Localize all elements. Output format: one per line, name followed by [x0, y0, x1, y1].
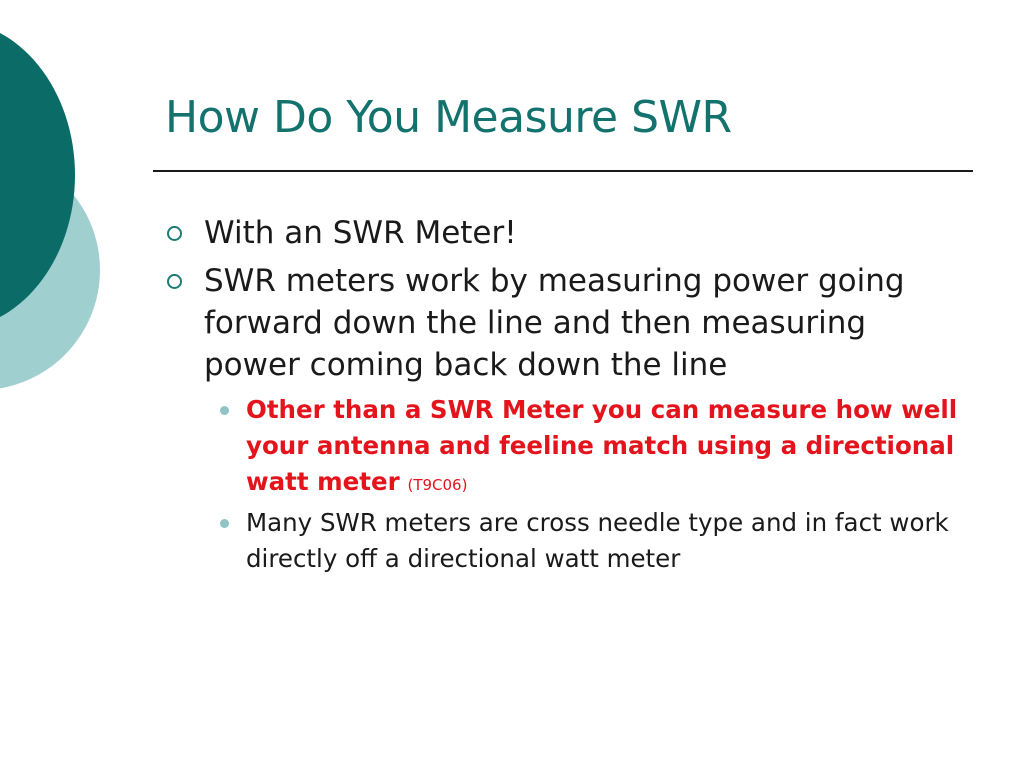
question-reference: (T9C06): [407, 476, 468, 494]
slide-body: [158, 212, 968, 577]
sub-bullet-text: [246, 392, 968, 503]
dot-bullet-icon: [216, 392, 246, 428]
bullet-text: With an SWR Meter!: [204, 215, 517, 251]
slide-title: How Do You Measure SWR: [165, 92, 732, 143]
bullet-item: [158, 260, 968, 386]
dot-bullet-icon: [216, 505, 246, 541]
sub-bullet-item: [216, 392, 968, 503]
title-divider: [153, 170, 973, 172]
bullet-text: SWR meters work by measuring power going forward down the line and then measuring power coming back down the line: [204, 263, 905, 383]
sub-bullet-text: Many SWR meters are cross needle type and in fact work directly off a directional watt meter: [246, 508, 949, 573]
hollow-circle-bullet-icon: [158, 260, 204, 302]
sub-bullet-item: [216, 505, 968, 577]
bullet-item: [158, 212, 968, 254]
hollow-circle-bullet-icon: [158, 212, 204, 254]
emphasized-text: Other than a SWR Meter you can measure how well your antenna and feeline match using a directional watt meter: [246, 395, 958, 496]
